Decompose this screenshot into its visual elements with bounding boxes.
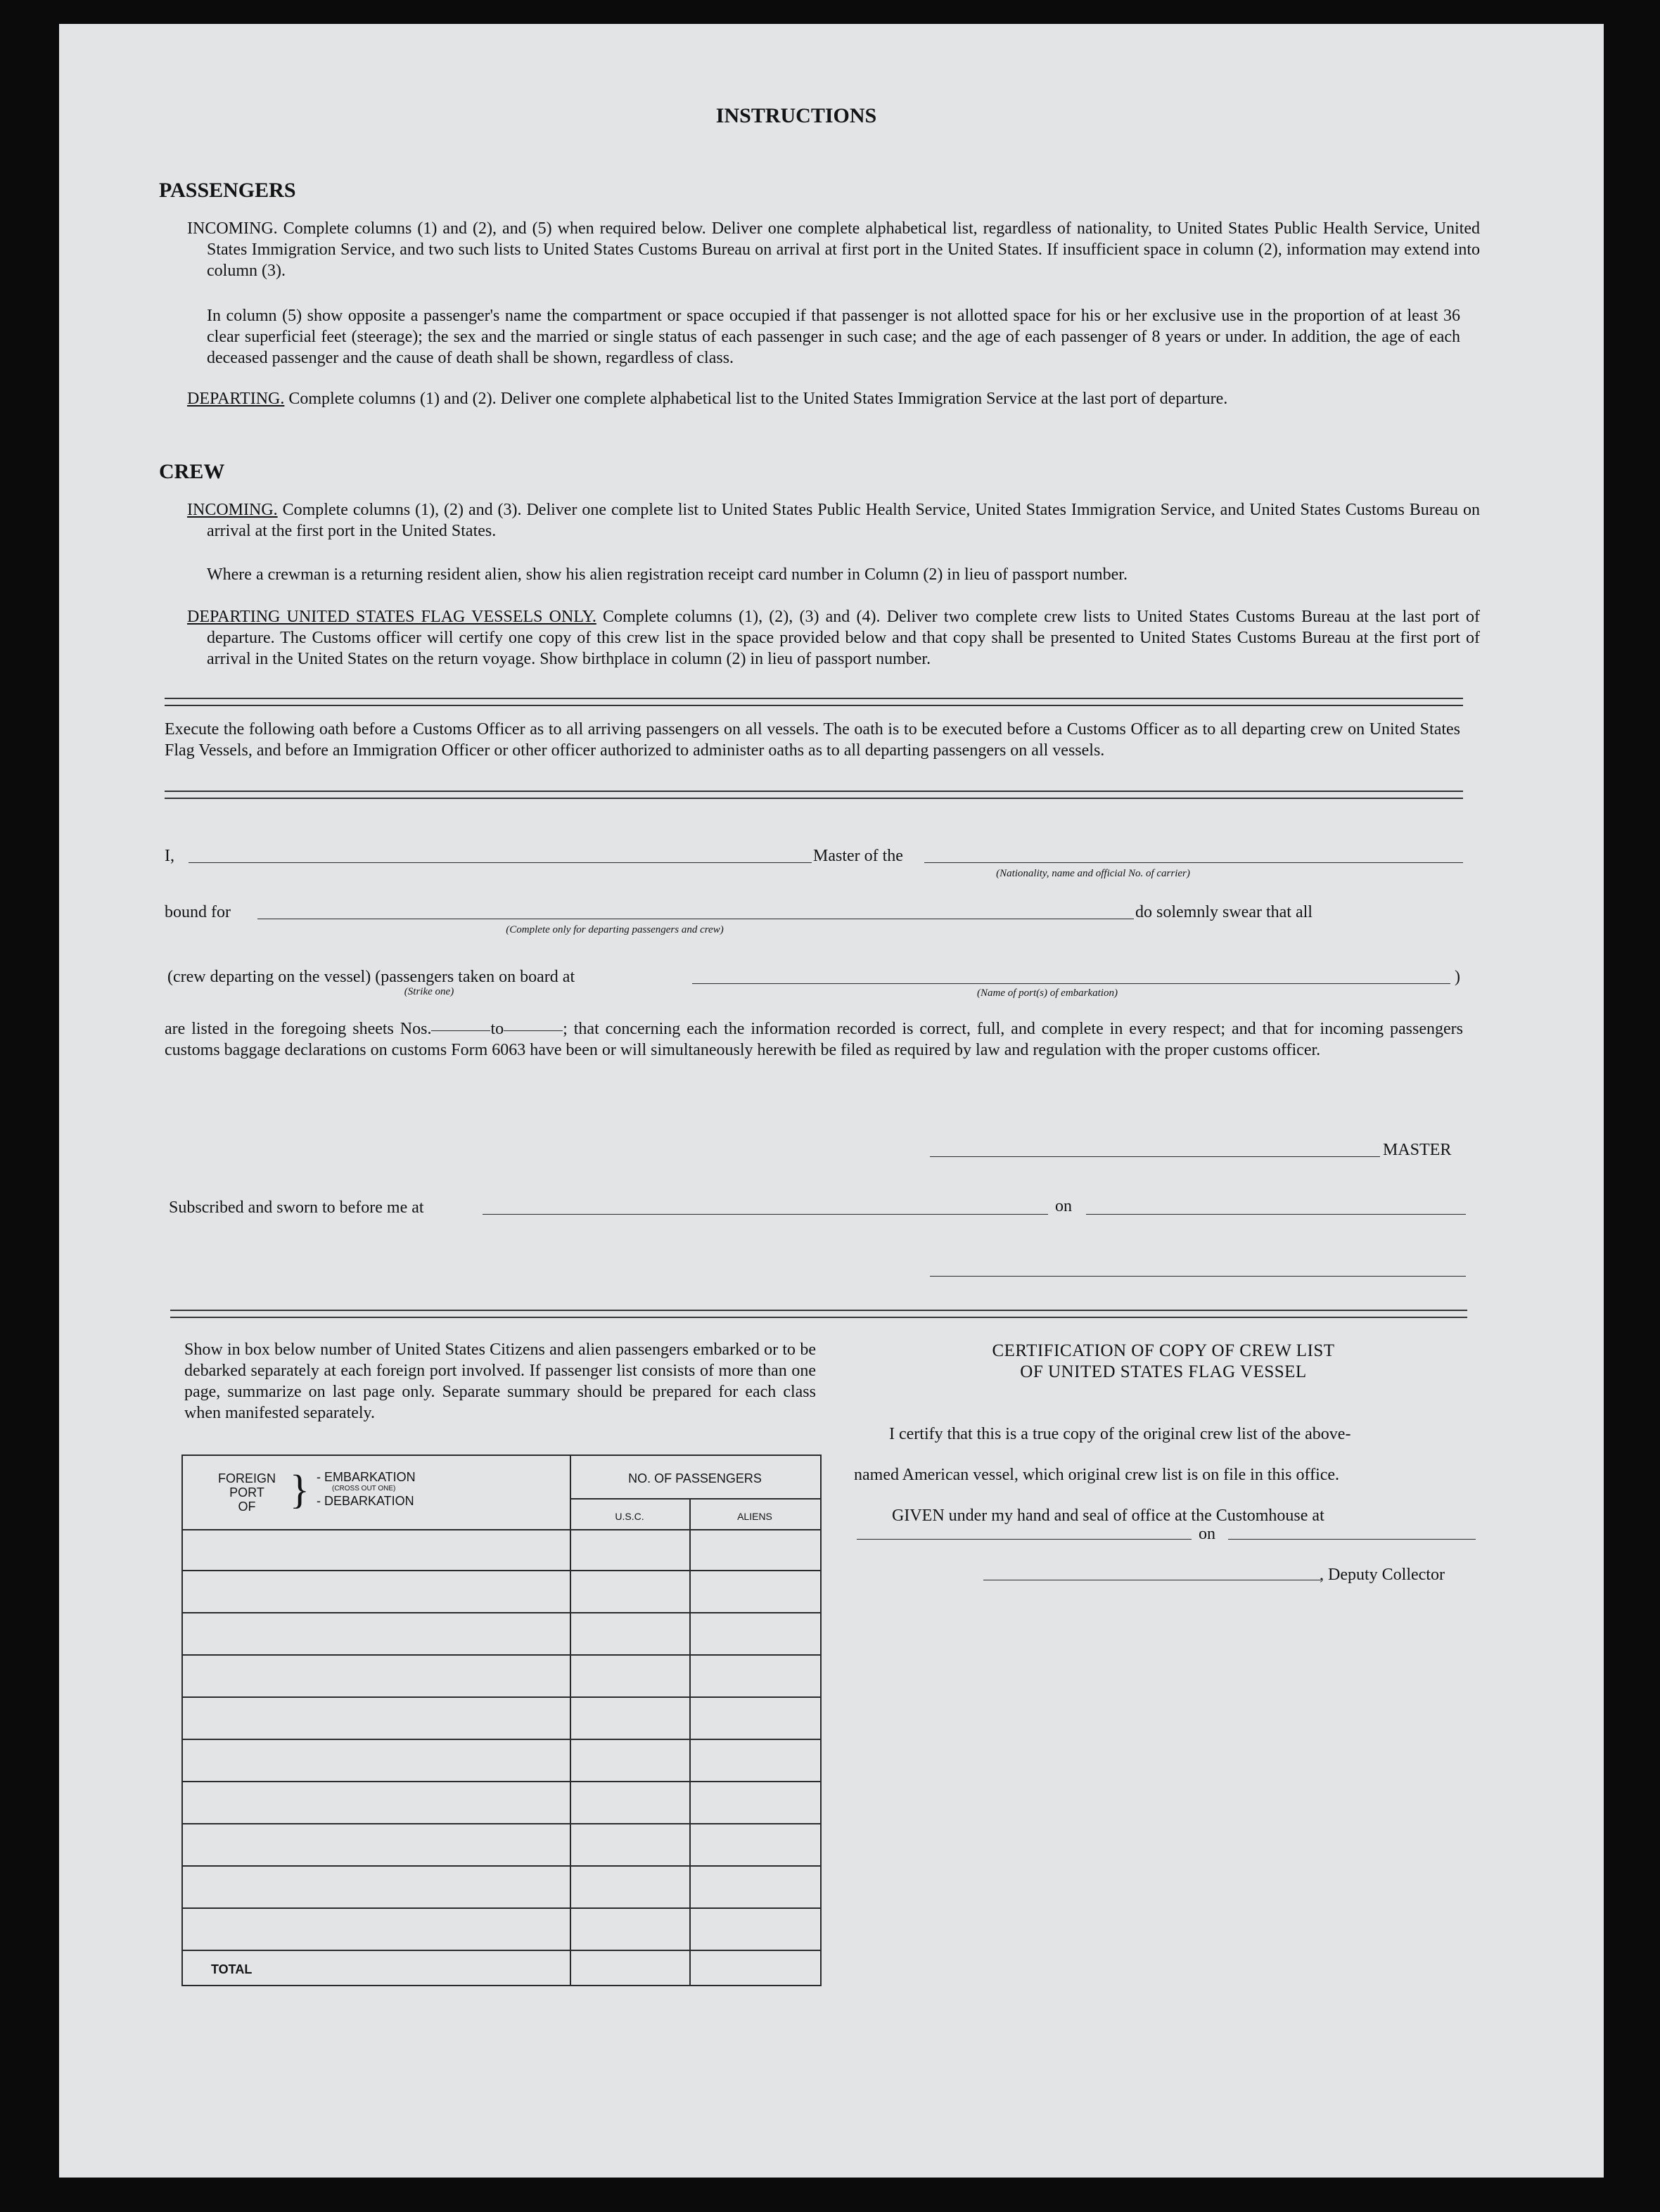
bound-for-label: bound for bbox=[165, 903, 231, 921]
cross-out-label: (CROSS OUT ONE) bbox=[332, 1485, 396, 1492]
passengers-incoming bbox=[187, 218, 1480, 281]
certify-line2: named American vessel, which original crew list is on file in this office. bbox=[854, 1466, 1340, 1484]
sheet-from-field[interactable] bbox=[431, 1030, 490, 1031]
carrier-caption: (Nationality, name and official No. of carrier) bbox=[996, 868, 1190, 879]
subscribed-label: Subscribed and sworn to before me at bbox=[169, 1198, 424, 1217]
table-row[interactable] bbox=[183, 1823, 820, 1824]
certification-title bbox=[861, 1341, 1466, 1383]
oath-instructions: Execute the following oath before a Customs Officer as to all arriving passengers on all vessels. The oath is to be executed before a Customs Officer as to all departing crew on United States Flag Vessels, and before an Immigration Officer or other officer authorized to administer oaths as to all departing passengers on all vessels. bbox=[165, 720, 1460, 760]
certify-on-label: on bbox=[1199, 1525, 1215, 1543]
foreign-port-header bbox=[208, 1471, 286, 1514]
passengers-column5-paragraph: In column (5) show opposite a passenger's name the compartment or space occupied if that passenger is not allotted space for his or her exclusive use in the proportion of at least 36 clear superficial feet (steerage); the sex and the married or single status of each passenger in such case; and the age of each passenger of 8 years or under. In addition, the age of each deceased passenger and the cause of death shall be shown, regardless of class. bbox=[207, 307, 1460, 367]
usc-header: U.S.C. bbox=[615, 1511, 644, 1522]
aliens-header: ALIENS bbox=[737, 1511, 772, 1522]
table-row[interactable] bbox=[183, 1654, 820, 1656]
bound-for-caption: (Complete only for departing passengers and crew) bbox=[506, 924, 724, 935]
sheet-to-field[interactable] bbox=[504, 1030, 563, 1031]
table-divider bbox=[570, 1456, 571, 1985]
master-name-field[interactable] bbox=[189, 862, 812, 863]
brace-icon: } bbox=[290, 1466, 309, 1512]
table-row[interactable] bbox=[183, 1570, 820, 1571]
table-row[interactable] bbox=[183, 1865, 820, 1867]
crew-departing-label: DEPARTING UNITED STATES FLAG VESSELS ONLY. bbox=[187, 608, 596, 626]
master-label: MASTER bbox=[1383, 1141, 1452, 1159]
carrier-field[interactable] bbox=[924, 862, 1463, 863]
master-of-label: Master of the bbox=[813, 847, 903, 865]
crew-departing bbox=[187, 606, 1480, 670]
header-line: FOREIGN bbox=[217, 1471, 276, 1485]
crew-heading: CREW bbox=[159, 460, 225, 483]
passengers-incoming-label: INCOMING. bbox=[187, 219, 278, 238]
passengers-incoming-text: Complete columns (1) and (2), and (5) when required below. Deliver one complete alphabetical list, regardless of nationality, to United States Public Health Service, United States Immigration Service, and two such lists to United States Customs Bureau on arrival at first port in the United States. If insufficient space in column (2), information may extend into column (3). bbox=[207, 219, 1480, 280]
divider bbox=[165, 791, 1463, 799]
crew-incoming-label: INCOMING. bbox=[187, 501, 278, 519]
certify-date-field[interactable] bbox=[1228, 1539, 1476, 1540]
ports-of-embarkation-field[interactable] bbox=[692, 983, 1450, 984]
certify-line1: I certify that this is a true copy of the original crew list of the above- bbox=[889, 1425, 1351, 1443]
listed-text-c: ; that concerning each the information recorded is correct, full, and complete in every respect; and that for incoming passengers customs baggage declarations on customs Form 6063 have been or will simultaneously herewith be filed as required by law and regulation with the proper customs officer. bbox=[165, 1020, 1463, 1059]
oath-i-label: I, bbox=[165, 847, 174, 865]
certification-title-line: CERTIFICATION OF COPY OF CREW LIST bbox=[992, 1341, 1335, 1360]
header-line: PORT bbox=[229, 1485, 264, 1500]
departing-taken-label: (crew departing on the vessel) (passengers taken on board at bbox=[167, 968, 575, 986]
table-row[interactable] bbox=[183, 1950, 820, 1951]
form-page bbox=[59, 24, 1604, 2178]
subscribed-date-field[interactable] bbox=[1086, 1214, 1466, 1215]
close-paren: ) bbox=[1455, 968, 1460, 986]
passengers-heading: PASSENGERS bbox=[159, 179, 296, 202]
customhouse-field[interactable] bbox=[857, 1539, 1192, 1540]
swear-label: do solemnly swear that all bbox=[1135, 903, 1313, 921]
passengers-departing bbox=[187, 388, 1480, 409]
table-divider bbox=[570, 1498, 820, 1500]
table-row[interactable] bbox=[183, 1907, 820, 1909]
master-signature-field[interactable] bbox=[930, 1156, 1380, 1157]
ports-caption: (Name of port(s) of embarkation) bbox=[977, 987, 1118, 999]
subscribed-place-field[interactable] bbox=[483, 1214, 1048, 1215]
table-row[interactable] bbox=[183, 1696, 820, 1698]
listed-text-b: to bbox=[490, 1020, 504, 1038]
on-label: on bbox=[1055, 1197, 1072, 1215]
oath-listed-paragraph bbox=[165, 1018, 1463, 1061]
crew-departing-text: Complete columns (1), (2), (3) and (4). Deliver two complete crew lists to United States Customs Bureau at the last port of departure. The Customs officer will certify one copy of this crew list in the space provided below and that copy shall be presented to United States Customs Bureau at the first port of arrival in the United States on the return voyage. Show birthplace in column (2) in lieu of passport number. bbox=[207, 608, 1480, 668]
officer-signature-field[interactable] bbox=[930, 1276, 1466, 1277]
instructions-title: INSTRUCTIONS bbox=[715, 104, 877, 127]
header-line: OF bbox=[238, 1500, 256, 1514]
no-of-passengers-header: NO. OF PASSENGERS bbox=[628, 1471, 762, 1485]
table-row[interactable] bbox=[183, 1739, 820, 1740]
table-row[interactable] bbox=[183, 1781, 820, 1782]
divider bbox=[170, 1310, 1467, 1318]
passengers-departing-label: DEPARTING. bbox=[187, 390, 285, 408]
summary-instructions: Show in box below number of United States Citizens and alien passengers embarked or to be debarked separately at each foreign port involved. If passenger list consists of more than one page, summarize on last page only. Separate summary should be prepared for each class when manifested separately. bbox=[184, 1341, 816, 1422]
crew-resident-alien-paragraph: Where a crewman is a returning resident alien, show his alien registration receipt card number in Column (2) in lieu of passport number. bbox=[207, 565, 1128, 584]
deputy-collector-label: , Deputy Collector bbox=[1320, 1566, 1445, 1584]
passengers-departing-text: Complete columns (1) and (2). Deliver one complete alphabetical list to the United States Immigration Service at the last port of departure. bbox=[288, 390, 1228, 408]
total-label: TOTAL bbox=[211, 1962, 253, 1976]
passenger-summary-table bbox=[181, 1455, 822, 1986]
listed-text-a: are listed in the foregoing sheets Nos. bbox=[165, 1020, 432, 1038]
embarkation-label: - EMBARKATION bbox=[317, 1470, 416, 1484]
debarkation-label: - DEBARKATION bbox=[317, 1494, 414, 1508]
crew-incoming-text: Complete columns (1), (2) and (3). Deliver one complete list to United States Public Health Service, United States Immigration Service, and United States Customs Bureau on arrival at the first port in the United States. bbox=[207, 501, 1480, 540]
divider bbox=[165, 698, 1463, 706]
embarkation-header[interactable] bbox=[317, 1470, 416, 1508]
crew-incoming bbox=[187, 499, 1480, 542]
strike-one-caption: (Strike one) bbox=[404, 986, 454, 997]
table-divider bbox=[183, 1529, 820, 1530]
table-row[interactable] bbox=[183, 1612, 820, 1613]
certification-title-line: OF UNITED STATES FLAG VESSEL bbox=[1020, 1362, 1307, 1381]
certify-line3: GIVEN under my hand and seal of office at the Customhouse at bbox=[892, 1507, 1324, 1525]
